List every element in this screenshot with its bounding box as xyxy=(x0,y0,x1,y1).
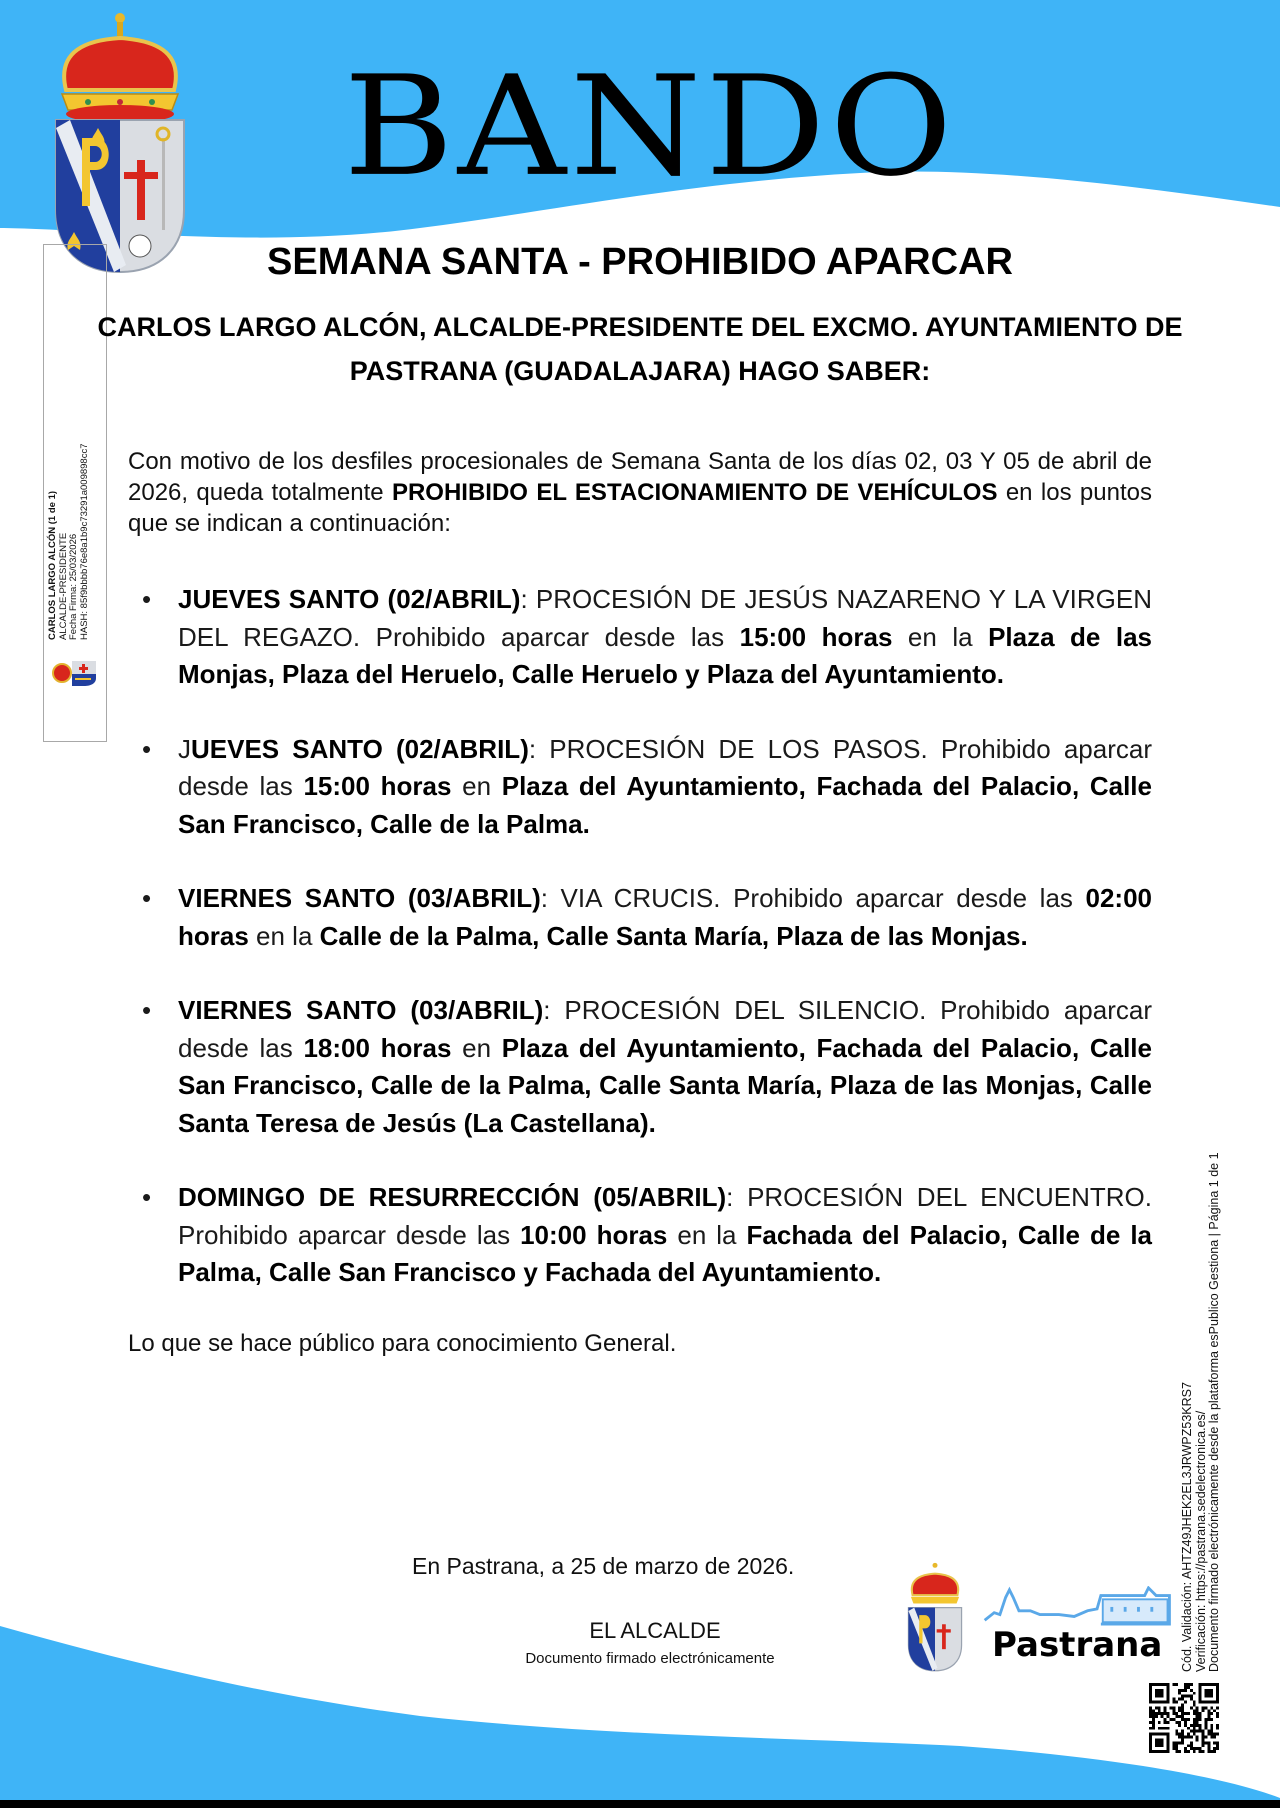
item-text-bold: DOMINGO DE RESURRECCIÓN (05/ABRIL) xyxy=(178,1182,727,1212)
qr-module xyxy=(1149,1709,1152,1712)
qr-module xyxy=(1216,1715,1219,1718)
qr-module xyxy=(1155,1715,1158,1718)
item-text-bold: Calle de la Palma, Calle Santa María, Plaza de las Monjas. xyxy=(319,920,1028,951)
qr-module xyxy=(1187,1695,1190,1698)
item-text: en la xyxy=(892,621,989,652)
stamp-name: CARLOS LARGO ALCÓN (1 de 1) xyxy=(47,490,58,640)
qr-module xyxy=(1161,1712,1164,1715)
qr-module xyxy=(1158,1727,1161,1730)
qr-module xyxy=(1216,1724,1219,1727)
qr-module xyxy=(1210,1727,1213,1730)
verification-note: Documento firmado electrónicamente desde la plataforma esPublico Gestiona | Página 1 de 1 xyxy=(1207,1152,1222,1672)
qr-module xyxy=(1181,1706,1184,1709)
coat-of-arms-icon xyxy=(48,10,192,275)
qr-module xyxy=(1207,1750,1210,1753)
qr-module xyxy=(1199,1730,1202,1733)
bullet-icon: • xyxy=(142,883,152,913)
qr-module xyxy=(1184,1686,1187,1689)
qr-module xyxy=(1216,1712,1219,1715)
qr-module xyxy=(1213,1747,1216,1750)
qr-module xyxy=(1193,1727,1196,1730)
item-text: en la xyxy=(667,1219,747,1250)
qr-module xyxy=(1172,1698,1175,1701)
qr-module xyxy=(1181,1689,1184,1692)
qr-module xyxy=(1164,1712,1167,1715)
qr-module xyxy=(1178,1698,1181,1701)
qr-module xyxy=(1190,1683,1193,1686)
qr-module xyxy=(1149,1721,1152,1724)
qr-module xyxy=(1164,1709,1167,1712)
qr-module xyxy=(1207,1747,1210,1750)
qr-module xyxy=(1184,1683,1187,1686)
stamp-hash: HASH: 85f9bbbb76e8a1b9c73291a009898cc7 xyxy=(78,443,90,640)
qr-module xyxy=(1184,1724,1187,1727)
qr-module xyxy=(1155,1689,1164,1698)
qr-module xyxy=(1175,1741,1178,1744)
qr-module xyxy=(1164,1706,1167,1709)
qr-module xyxy=(1202,1706,1205,1709)
item-text-bold: Plaza del Ayuntamiento, Fachada del Palacio, Calle San Francisco, Calle de la Palma. xyxy=(178,771,1152,839)
list-item xyxy=(128,731,1152,844)
qr-module xyxy=(1161,1727,1164,1730)
qr-module xyxy=(1178,1750,1181,1753)
qr-module xyxy=(1175,1744,1178,1747)
qr-module xyxy=(1196,1721,1199,1724)
qr-module xyxy=(1187,1750,1190,1753)
list-item xyxy=(128,581,1152,694)
qr-module xyxy=(1175,1733,1178,1736)
qr-module xyxy=(1167,1721,1170,1724)
prohibition-list xyxy=(128,581,1152,1292)
qr-module xyxy=(1184,1736,1187,1739)
qr-module xyxy=(1152,1724,1155,1727)
qr-module xyxy=(1172,1712,1175,1715)
qr-module xyxy=(1184,1701,1187,1704)
intro-text-1: Con motivo de los desfiles procesionales de Semana Santa de los días 02, 03 Y 05 de abril de 2026, queda totalmente xyxy=(128,448,1152,506)
qr-module xyxy=(1210,1718,1213,1721)
qr-module xyxy=(1167,1715,1170,1718)
qr-module xyxy=(1181,1733,1184,1736)
qr-module xyxy=(1184,1695,1187,1698)
qr-module xyxy=(1207,1744,1210,1747)
qr-module xyxy=(1184,1718,1187,1721)
qr-module xyxy=(1196,1712,1199,1715)
qr-module xyxy=(1172,1683,1175,1686)
list-item xyxy=(128,1179,1152,1292)
qr-module xyxy=(1175,1750,1178,1753)
qr-module xyxy=(1204,1718,1207,1721)
qr-module xyxy=(1202,1750,1205,1753)
item-text: : PROCESIÓN DE JESÚS NAZARENO Y LA VIRGEN DEL REGAZO. Prohibido aparcar desde las xyxy=(178,584,1152,652)
qr-module xyxy=(1187,1712,1190,1715)
item-text-bold: VIERNES SANTO (03/ABRIL) xyxy=(178,995,544,1025)
qr-module xyxy=(1181,1703,1184,1706)
qr-module xyxy=(1172,1701,1175,1704)
intro-heading xyxy=(80,305,1200,393)
qr-module xyxy=(1178,1715,1181,1718)
town-logo-text: Pastrana xyxy=(992,1625,1163,1665)
qr-module xyxy=(1190,1744,1193,1747)
item-text: : PROCESIÓN DE LOS PASOS. Prohibido aparcar desde las xyxy=(178,733,1152,801)
qr-module xyxy=(1187,1683,1190,1686)
qr-module xyxy=(1210,1724,1213,1727)
intro-heading-line-1: CARLOS LARGO ALCÓN, ALCALDE-PRESIDENTE DEL EXCMO. AYUNTAMIENTO DE xyxy=(97,312,1183,342)
qr-module xyxy=(1190,1695,1193,1698)
qr-module xyxy=(1193,1750,1196,1753)
qr-module xyxy=(1181,1712,1184,1715)
item-text-bold: Plaza del Ayuntamiento, Fachada del Palacio, Calle San Francisco, Calle de la Palma, Calle Santa María, Plaza de las Monjas, Calle Santa Teresa de Jesús (La Castellana). xyxy=(178,1032,1152,1138)
qr-module xyxy=(1190,1730,1193,1733)
qr-module xyxy=(1213,1741,1216,1744)
qr-module xyxy=(1193,1701,1196,1704)
qr-module xyxy=(1169,1718,1172,1721)
qr-module xyxy=(1158,1721,1161,1724)
qr-module xyxy=(1216,1733,1219,1736)
qr-module xyxy=(1207,1741,1210,1744)
item-text: : PROCESIÓN DEL ENCUENTRO. Prohibido aparcar desde las xyxy=(178,1182,1152,1250)
qr-module xyxy=(1210,1733,1213,1736)
qr-module xyxy=(1175,1683,1178,1686)
qr-module xyxy=(1172,1718,1175,1721)
qr-module xyxy=(1178,1689,1181,1692)
qr-module xyxy=(1178,1692,1181,1695)
qr-module xyxy=(1155,1712,1158,1715)
item-text-bold: Plaza de las Monjas, Plaza del Heruelo, Calle Heruelo y Plaza del Ayuntamiento. xyxy=(178,621,1153,689)
stamp-role: ALCALDE-PRESIDENTE xyxy=(57,532,69,640)
qr-module xyxy=(1152,1712,1155,1715)
qr-module xyxy=(1202,1738,1205,1741)
intro-heading-line-2: PASTRANA (GUADALAJARA) HAGO SABER: xyxy=(349,356,931,386)
qr-module xyxy=(1155,1738,1164,1747)
qr-module xyxy=(1190,1724,1193,1727)
qr-module xyxy=(1190,1698,1193,1701)
qr-module xyxy=(1193,1721,1196,1724)
qr-module xyxy=(1172,1747,1175,1750)
verification-url[interactable]: Verificación: https://pastrana.sedelectronica.es/ xyxy=(1193,1410,1208,1672)
qr-module xyxy=(1181,1709,1184,1712)
qr-module xyxy=(1184,1747,1187,1750)
item-text: : VIA CRUCIS. Prohibido aparcar desde las xyxy=(540,883,1086,913)
qr-module xyxy=(1202,1744,1205,1747)
item-text-bold: UEVES SANTO (02/ABRIL) xyxy=(191,733,529,764)
qr-module xyxy=(1213,1736,1216,1739)
qr-module xyxy=(1181,1715,1184,1718)
item-text-bold: Fachada del Palacio, Calle de la Palma, Calle San Francisco y Fachada del Ayuntamiento. xyxy=(178,1219,1153,1287)
qr-module xyxy=(1178,1733,1181,1736)
qr-module xyxy=(1178,1741,1181,1744)
qr-module xyxy=(1196,1736,1199,1739)
qr-module xyxy=(1196,1715,1199,1718)
qr-module xyxy=(1152,1715,1155,1718)
qr-module xyxy=(1184,1721,1187,1724)
qr-module xyxy=(1175,1715,1178,1718)
qr-module xyxy=(1213,1733,1216,1736)
qr-module xyxy=(1216,1744,1219,1747)
item-text: J xyxy=(178,733,191,764)
item-text-bold: 02:00 horas xyxy=(178,883,1152,951)
page-title: BANDO xyxy=(343,46,957,208)
qr-module xyxy=(1204,1736,1207,1739)
stamp-date: Fecha Firma: 25/03/2026 xyxy=(68,533,79,640)
closing-text: Lo que se hace público para conocimiento General. xyxy=(128,1329,677,1357)
qr-module xyxy=(1158,1709,1161,1712)
qr-module xyxy=(1172,1744,1175,1747)
qr-module xyxy=(1175,1712,1178,1715)
validation-code: Cód. Validación: AHTZ49JHEK2EL3JRWPZ53KRS7 xyxy=(1180,1382,1194,1672)
qr-module xyxy=(1167,1712,1170,1715)
qr-module xyxy=(1204,1727,1207,1730)
qr-module xyxy=(1190,1706,1193,1709)
qr-module xyxy=(1152,1727,1155,1730)
item-text-bold: VIERNES SANTO (03/ABRIL) xyxy=(178,883,541,913)
qr-module xyxy=(1184,1712,1187,1715)
qr-module xyxy=(1207,1715,1210,1718)
item-text: en xyxy=(451,771,502,801)
qr-module xyxy=(1207,1733,1210,1736)
qr-module xyxy=(1196,1709,1199,1712)
qr-module xyxy=(1175,1747,1178,1750)
qr-module xyxy=(1196,1747,1199,1750)
main-content xyxy=(128,446,1152,1359)
item-text: : PROCESIÓN DEL SILENCIO. Prohibido aparcar desde las xyxy=(178,995,1152,1063)
intro-text-2: en los puntos que se indican a continuación: xyxy=(128,479,1152,537)
qr-module xyxy=(1158,1706,1161,1709)
qr-module xyxy=(1196,1724,1199,1727)
bullet-icon: • xyxy=(142,584,152,614)
qr-module xyxy=(1187,1727,1190,1730)
qr-module xyxy=(1172,1741,1175,1744)
qr-module xyxy=(1175,1701,1178,1704)
qr-module xyxy=(1210,1706,1213,1709)
qr-module xyxy=(1181,1695,1184,1698)
qr-module xyxy=(1193,1730,1196,1733)
qr-module xyxy=(1187,1736,1190,1739)
qr-module xyxy=(1184,1689,1187,1692)
qr-module xyxy=(1202,1730,1205,1733)
qr-module xyxy=(1178,1736,1181,1739)
item-text-bold: 15:00 horas xyxy=(303,771,452,801)
qr-module xyxy=(1202,1709,1205,1712)
qr-module xyxy=(1190,1736,1193,1739)
qr-module xyxy=(1187,1718,1190,1721)
bullet-icon: • xyxy=(142,995,152,1025)
qr-module xyxy=(1204,1741,1207,1744)
qr-module xyxy=(1149,1712,1152,1715)
qr-module xyxy=(1204,1706,1207,1709)
qr-module xyxy=(1178,1724,1181,1727)
signer-title: EL ALCALDE xyxy=(589,1618,721,1643)
signed-note: Documento firmado electrónicamente xyxy=(525,1650,775,1667)
qr-module xyxy=(1164,1721,1167,1724)
qr-module xyxy=(1175,1721,1178,1724)
item-text-bold: JUEVES SANTO (02/ABRIL) xyxy=(178,584,521,614)
verification-text xyxy=(1181,1112,1222,1672)
qr-module xyxy=(1190,1741,1193,1744)
qr-module xyxy=(1210,1750,1213,1753)
stamp-coat-of-arms-icon xyxy=(52,658,98,688)
qr-module xyxy=(1199,1747,1202,1750)
qr-module xyxy=(1196,1738,1199,1741)
qr-module xyxy=(1216,1706,1219,1709)
qr-module xyxy=(1152,1709,1155,1712)
qr-module xyxy=(1196,1718,1199,1721)
qr-module xyxy=(1167,1727,1170,1730)
qr-module xyxy=(1193,1724,1196,1727)
town-skyline-icon xyxy=(980,1586,1176,1626)
subtitle: SEMANA SANTA - PROHIBIDO APARCAR xyxy=(267,241,1013,283)
list-item xyxy=(128,992,1152,1142)
qr-module xyxy=(1172,1706,1175,1709)
qr-module xyxy=(1202,1733,1205,1736)
qr-module xyxy=(1190,1747,1193,1750)
qr-module xyxy=(1193,1712,1196,1715)
qr-module xyxy=(1207,1709,1210,1712)
qr-module xyxy=(1181,1698,1184,1701)
qr-module xyxy=(1184,1750,1187,1753)
qr-module xyxy=(1181,1730,1184,1733)
item-text-bold: 18:00 horas xyxy=(303,1032,452,1063)
qr-module xyxy=(1210,1712,1213,1715)
qr-module xyxy=(1199,1724,1202,1727)
qr-module xyxy=(1202,1741,1205,1744)
qr-module xyxy=(1213,1709,1216,1712)
qr-module xyxy=(1216,1727,1219,1730)
signature-stamp-text xyxy=(48,400,90,640)
qr-module xyxy=(1204,1724,1207,1727)
date-line: En Pastrana, a 25 de marzo de 2026. xyxy=(412,1553,795,1579)
qr-module xyxy=(1216,1747,1219,1750)
qr-module xyxy=(1181,1741,1184,1744)
qr-module xyxy=(1178,1721,1181,1724)
qr-module xyxy=(1164,1718,1167,1721)
qr-module xyxy=(1161,1715,1164,1718)
qr-module xyxy=(1164,1727,1167,1730)
qr-module xyxy=(1193,1733,1196,1736)
qr-module xyxy=(1155,1706,1158,1709)
qr-module xyxy=(1213,1750,1216,1753)
bullet-icon: • xyxy=(142,733,152,764)
qr-module xyxy=(1196,1730,1199,1733)
qr-module xyxy=(1187,1686,1190,1689)
qr-module xyxy=(1199,1715,1202,1718)
qr-module xyxy=(1204,1689,1213,1698)
qr-module xyxy=(1152,1718,1155,1721)
bottom-black-bar xyxy=(0,1800,1280,1808)
qr-module xyxy=(1181,1736,1184,1739)
qr-module xyxy=(1193,1747,1196,1750)
qr-module xyxy=(1149,1727,1152,1730)
qr-module xyxy=(1158,1712,1161,1715)
item-text-bold: 10:00 horas xyxy=(520,1219,668,1250)
qr-module xyxy=(1149,1715,1152,1718)
qr-module xyxy=(1199,1712,1202,1715)
qr-module xyxy=(1199,1750,1202,1753)
list-item xyxy=(128,880,1152,955)
intro-text-bold: PROHIBIDO EL ESTACIONAMIENTO DE VEHÍCULOS xyxy=(391,479,998,506)
intro-paragraph xyxy=(128,446,1152,539)
qr-module xyxy=(1207,1712,1210,1715)
qr-module xyxy=(1193,1718,1196,1721)
qr-module xyxy=(1172,1709,1175,1712)
qr-module xyxy=(1202,1736,1205,1739)
qr-module xyxy=(1199,1718,1202,1721)
qr-module xyxy=(1175,1730,1178,1733)
footer-coat-of-arms-icon xyxy=(905,1562,965,1672)
qr-module xyxy=(1181,1738,1184,1741)
qr-module xyxy=(1152,1721,1155,1724)
qr-module xyxy=(1181,1718,1184,1721)
qr-module xyxy=(1204,1721,1207,1724)
qr-module xyxy=(1178,1706,1181,1709)
qr-module xyxy=(1210,1736,1213,1739)
qr-module xyxy=(1196,1706,1199,1709)
qr-module xyxy=(1193,1692,1196,1695)
qr-module xyxy=(1149,1706,1152,1709)
bullet-icon: • xyxy=(142,1182,152,1212)
qr-module xyxy=(1190,1689,1193,1692)
qr-module xyxy=(1187,1744,1190,1747)
qr-module xyxy=(1207,1730,1210,1733)
qr-module xyxy=(1199,1727,1202,1730)
qr-module xyxy=(1210,1730,1213,1733)
qr-module xyxy=(1169,1706,1172,1709)
item-text: en xyxy=(451,1032,502,1063)
qr-code-icon[interactable] xyxy=(1148,1683,1220,1753)
item-text: en la xyxy=(248,920,320,951)
qr-module xyxy=(1178,1709,1181,1712)
qr-module xyxy=(1216,1741,1219,1744)
qr-module xyxy=(1193,1703,1196,1706)
qr-module xyxy=(1193,1709,1196,1712)
qr-module xyxy=(1207,1718,1210,1721)
qr-module xyxy=(1187,1733,1190,1736)
item-text-bold: 15:00 horas xyxy=(739,621,893,652)
